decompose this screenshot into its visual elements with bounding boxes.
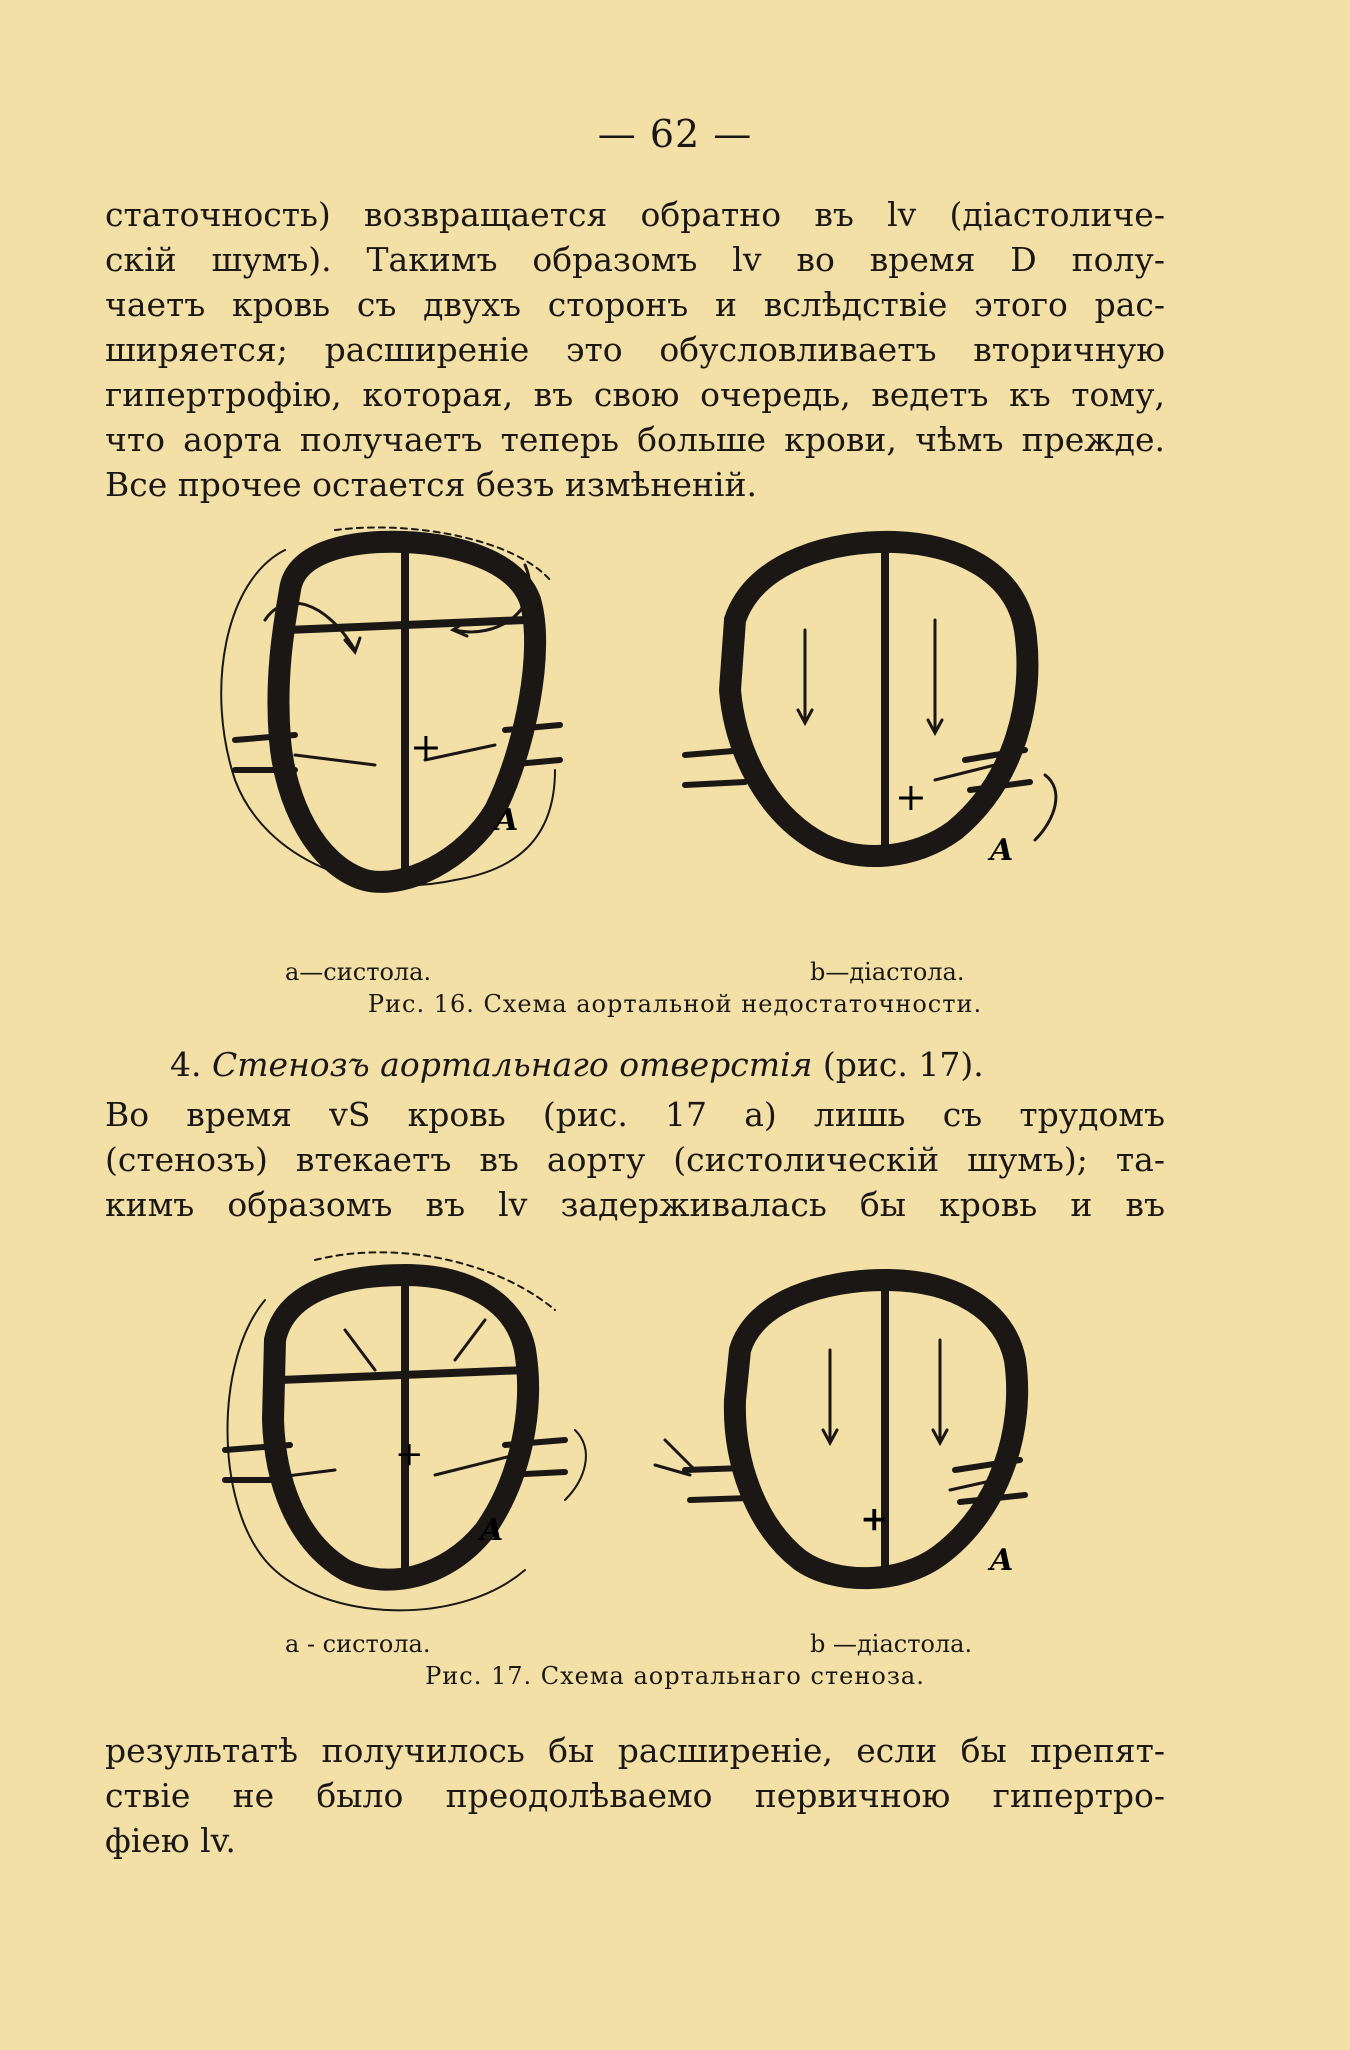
- outline-curve: [1035, 775, 1056, 840]
- valve-line: [280, 1370, 525, 1380]
- figure-17-drawing: [195, 1240, 1155, 1680]
- heading-number: 4.: [170, 1045, 202, 1084]
- paragraph-1: [105, 192, 1165, 507]
- label-systole: a - систола.: [285, 1630, 431, 1658]
- figure-17: [195, 1240, 1155, 1680]
- text-line: Все прочее остается безъ измѣненій.: [105, 465, 757, 504]
- paragraph-3: [105, 1728, 1165, 1863]
- text-line: результатѣ получилось бы расширеніе, если бы препят-: [105, 1731, 1165, 1770]
- aorta-letter: A: [495, 803, 519, 838]
- heading-title: Стенозъ аортальнаго отверстія: [212, 1045, 813, 1084]
- flow-arrow: [255, 1470, 335, 1480]
- label-diastole: b —діастола.: [810, 1630, 973, 1658]
- page-number: — 62 —: [597, 112, 753, 156]
- heart-wall: [730, 542, 1027, 856]
- section-heading: [170, 1042, 1170, 1087]
- plus-sign: +: [395, 1434, 424, 1474]
- figure-16-drawing: [195, 520, 1155, 950]
- aorta-letter: A: [990, 1543, 1014, 1578]
- text-line: чаетъ кровь съ двухъ сторонъ и вслѣдствіе этого рас-: [105, 285, 1165, 324]
- flow-arrow: [455, 1320, 485, 1360]
- heading-ref: (рис. 17).: [822, 1045, 984, 1084]
- flow-arrow: [345, 1330, 375, 1370]
- text-line: Во время vS кровь (рис. 17 a) лишь съ трудомъ: [105, 1095, 1165, 1134]
- aorta-letter: A: [990, 833, 1014, 868]
- text-line: кимъ образомъ въ lv задерживалась бы кровь и въ: [105, 1185, 1165, 1224]
- aorta-letter: A: [480, 1513, 504, 1548]
- text-line: ствіе не было преодолѣваемо первичною гипертро-: [105, 1776, 1165, 1815]
- plus-sign: +: [895, 775, 927, 819]
- plus-sign: +: [860, 1499, 889, 1539]
- text-line: что аорта получаетъ теперь больше крови, чѣмъ прежде.: [105, 420, 1165, 459]
- label-systole: a—систола.: [285, 958, 432, 986]
- figure-16-caption: Рис. 16. Схема аортальной недостаточности.: [367, 990, 983, 1018]
- paragraph-2: [105, 1092, 1165, 1227]
- text-line: (стенозъ) втекаетъ въ аорту (систолическій шумъ); та-: [105, 1140, 1165, 1179]
- text-line: статочность) возвращается обратно въ lv (діастоличе-: [105, 195, 1165, 234]
- flow-arrow: [295, 755, 375, 765]
- text-line: фіею lv.: [105, 1821, 236, 1860]
- text-line: гипертрофію, которая, въ свою очередь, ведетъ къ тому,: [105, 375, 1165, 414]
- text-line: скій шумъ). Такимъ образомъ lv во время D полу-: [105, 240, 1165, 279]
- plus-sign: +: [410, 725, 442, 769]
- text-line: ширяется; расширеніе это обусловливаетъ вторичную: [105, 330, 1165, 369]
- figure-17-caption: Рис. 17. Схема аортальнаго стеноза.: [425, 1662, 925, 1690]
- label-diastole: b—діастола.: [810, 958, 965, 986]
- figure-16: [195, 520, 1155, 950]
- outline-curve: [565, 1430, 586, 1500]
